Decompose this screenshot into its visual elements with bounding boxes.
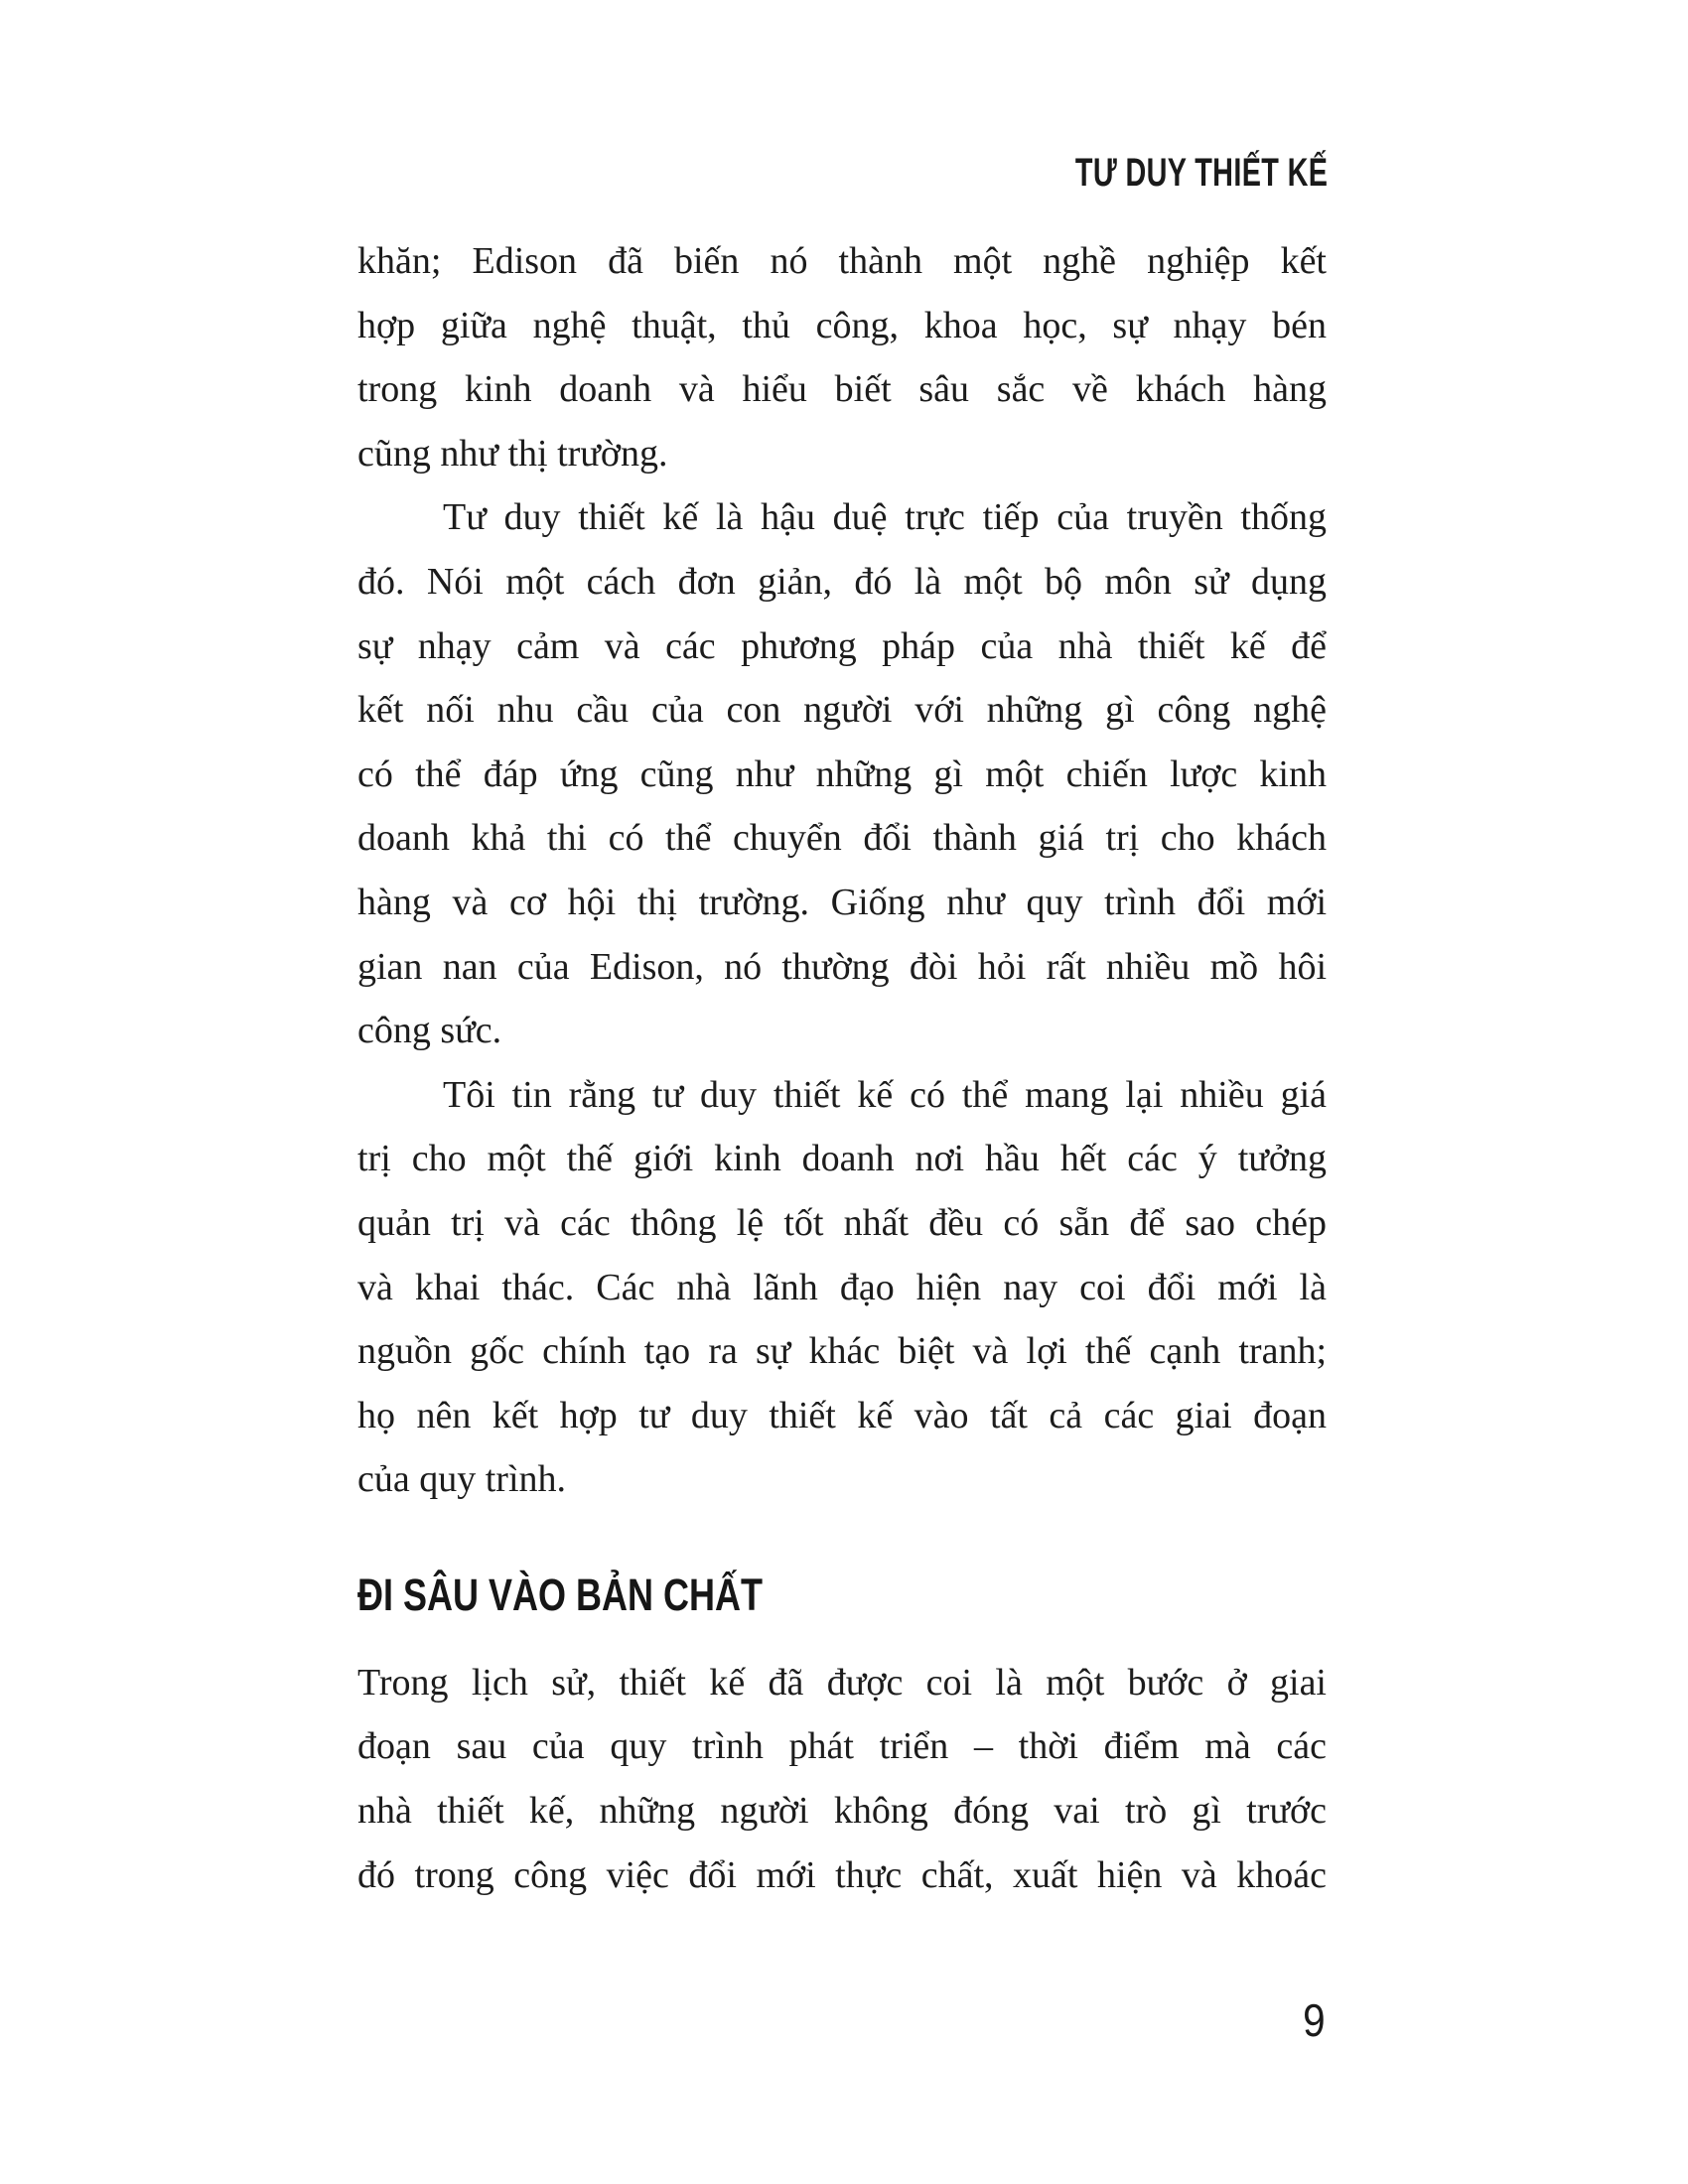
body-text-line: nguồn gốc chính tạo ra sự khác biệt và lợi thế cạnh tranh;: [357, 1330, 1327, 1373]
paragraph: [357, 485, 1327, 1062]
body-text-line: gian nan của Edison, nó thường đòi hỏi rất nhiều mồ hôi: [357, 945, 1327, 988]
body-text-line: họ nên kết hợp tư duy thiết kế vào tất cả các giai đoạn: [357, 1394, 1327, 1436]
section-heading: [357, 1570, 1327, 1621]
body-text-line: có thể đáp ứng cũng như những gì một chiến lược kinh: [357, 752, 1327, 795]
body-text-line: Tư duy thiết kế là hậu duệ trực tiếp của truyền thống: [443, 496, 1327, 539]
body-text-line: doanh khả thi có thể chuyển đổi thành giá trị cho khách: [357, 817, 1327, 860]
body-text-line: kết nối nhu cầu của con người với những gì công nghệ: [357, 689, 1327, 732]
body-text-line: trị cho một thế giới kinh doanh nơi hầu hết các ý tưởng: [357, 1138, 1327, 1180]
body-text-line: hàng và cơ hội thị trường. Giống như quy trình đổi mới: [357, 881, 1327, 923]
page-number: [1300, 1993, 1326, 2047]
body-text-line: cũng như thị trường.: [357, 432, 668, 475]
paragraph: [357, 229, 1327, 485]
body-text-line: sự nhạy cảm và các phương pháp của nhà thiết kế để: [357, 624, 1327, 667]
section-heading-text: ĐI SÂU VÀO BẢN CHẤT: [357, 1569, 764, 1620]
paragraph: [357, 1063, 1327, 1512]
body-text-line: công sức.: [357, 1010, 502, 1052]
body-text-line: đoạn sau của quy trình phát triển – thời điểm mà các: [357, 1725, 1327, 1768]
body-text-line: khăn; Edison đã biến nó thành một nghề nghiệp kết: [357, 240, 1327, 282]
body-text-line: đó trong công việc đổi mới thực chất, xuất hiện và khoác: [357, 1853, 1327, 1896]
body-text-line: hợp giữa nghệ thuật, thủ công, khoa học, sự nhạy bén: [357, 304, 1327, 346]
body-text-line: nhà thiết kế, những người không đóng vai trò gì trước: [357, 1790, 1327, 1833]
body-text-line: quản trị và các thông lệ tốt nhất đều có sẵn để sao chép: [357, 1201, 1327, 1244]
body-text-block: [357, 229, 1327, 1907]
paragraph: [357, 1651, 1327, 1907]
body-text-line: trong kinh doanh và hiểu biết sâu sắc về khách hàng: [357, 368, 1327, 411]
body-text-line: của quy trình.: [357, 1458, 567, 1501]
body-text-line: đó. Nói một cách đơn giản, đó là một bộ môn sử dụng: [357, 560, 1327, 603]
body-text-line: Trong lịch sử, thiết kế đã được coi là một bước ở giai: [357, 1661, 1327, 1704]
page-number-text: 9: [1303, 1994, 1326, 2046]
body-text-line: và khai thác. Các nhà lãnh đạo hiện nay coi đổi mới là: [357, 1266, 1327, 1308]
running-header-text: TƯ DUY THIẾT KẾ: [1074, 151, 1328, 195]
body-text-line: Tôi tin rằng tư duy thiết kế có thể mang lại nhiều giá: [443, 1073, 1327, 1116]
running-header: [977, 151, 1328, 196]
